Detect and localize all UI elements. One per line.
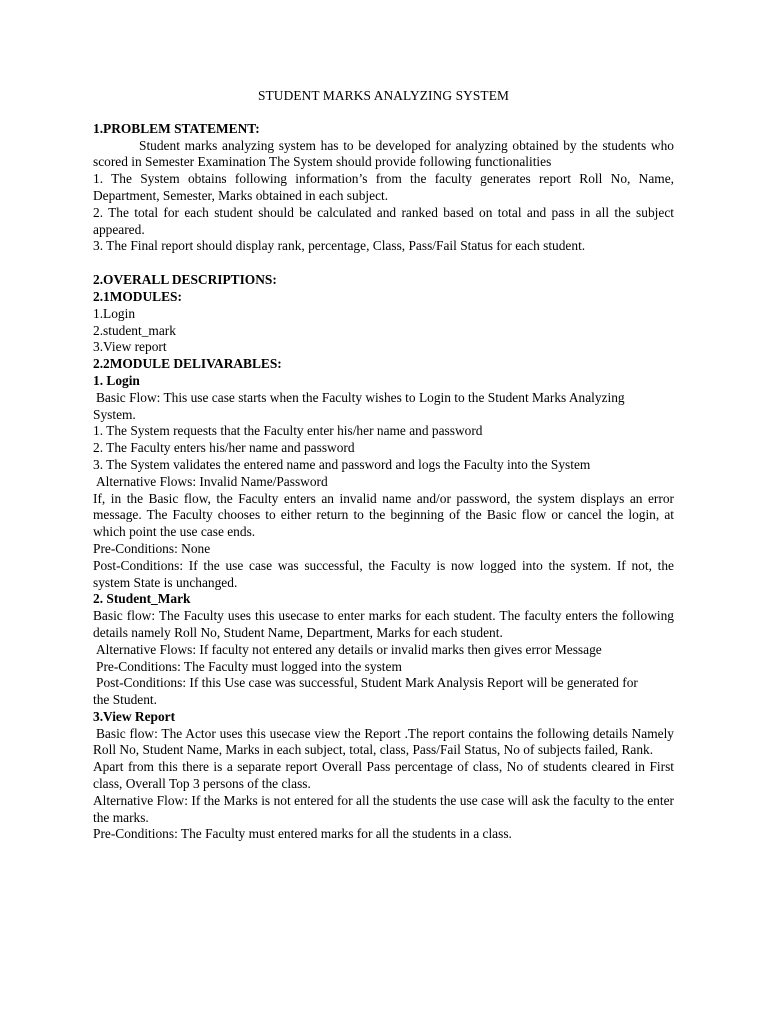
document-title: STUDENT MARKS ANALYZING SYSTEM [257, 88, 509, 103]
module-item-view-report: 3.View report [93, 339, 167, 355]
student-mark-heading: 2. Student_Mark [93, 591, 191, 607]
module-deliverables-heading: 2.2MODULE DELIVARABLES: [93, 356, 282, 372]
login-alt-text: If, in the Basic flow, the Faculty enters an invalid name and/or password, the system displays an error message. The Faculty chooses to either return to the beginning of the Basic flow or cancel the login, at which point the use case ends. [93, 490, 674, 540]
problem-item-1: 1. The System obtains following information’s from the faculty generates report Roll No, Name, Department, Semester, Marks obtained in each subject. [93, 171, 674, 203]
view-report-basic-flow: Basic flow: The Actor uses this usecase view the Report .The report contains the following details Namely Roll No, Student Name, Marks in each subject, total, class, Pass/Fail Status, No of subjects failed, Rank. [93, 725, 674, 758]
student-mark-pre-conditions: Pre-Conditions: The Faculty must logged into the system [96, 658, 402, 674]
login-step-2: 2. The Faculty enters his/her name and password [93, 440, 355, 456]
overall-descriptions-heading: 2.OVERALL DESCRIPTIONS: [93, 272, 277, 288]
student-mark-alt-flows: Alternative Flows: If faculty not entered any details or invalid marks then gives error Message [96, 641, 602, 657]
login-pre-conditions: Pre-Conditions: None [93, 540, 211, 556]
module-item-login: 1.Login [93, 305, 136, 321]
document-page [93, 88, 674, 843]
login-basic-flow: Basic Flow: This use case starts when the Faculty wishes to Login to the Student Marks Analyzing [96, 389, 625, 405]
view-report-alt-flow: Alternative Flow: If the Marks is not entered for all the students the use case will ask the faculty to the enter the marks. [93, 792, 674, 825]
login-step-3: 3. The System validates the entered name and password and logs the Faculty into the System [93, 456, 591, 472]
login-step-1: 1. The System requests that the Faculty enter his/her name and password [93, 423, 483, 439]
student-mark-post-conditions-cont: the Student. [93, 692, 157, 708]
student-mark-post-conditions: Post-Conditions: If this Use case was successful, Student Mark Analysis Report will be generated for [96, 675, 638, 691]
module-item-student-mark: 2.student_mark [93, 322, 176, 338]
problem-statement-intro: Student marks analyzing system has to be developed for analyzing obtained by the students who scored in Semester Examination The System should provide following functionalities [93, 137, 674, 170]
login-post-conditions: Post-Conditions: If the use case was successful, the Faculty is now logged into the system. If not, the system State is unchanged. [93, 557, 674, 590]
modules-heading: 2.1MODULES: [93, 288, 182, 304]
problem-item-2: 2. The total for each student should be calculated and ranked based on total and pass in all the subject appeared. [93, 204, 674, 237]
login-basic-flow-cont: System. [93, 406, 136, 422]
student-mark-basic-flow: Basic flow: The Faculty uses this usecase to enter marks for each student. The faculty enters the following details namely Roll No, Student Name, Department, Marks for each student. [93, 608, 674, 640]
login-alt-flows: Alternative Flows: Invalid Name/Password [96, 473, 328, 489]
problem-statement-heading: 1.PROBLEM STATEMENT: [93, 120, 260, 136]
view-report-heading: 3.View Report [93, 708, 176, 724]
problem-item-3: 3. The Final report should display rank, percentage, Class, Pass/Fail Status for each student. [93, 238, 586, 254]
login-heading: 1. Login [93, 372, 140, 388]
view-report-pre-conditions: Pre-Conditions: The Faculty must entered marks for all the students in a class. [93, 826, 512, 842]
view-report-separate-report: Apart from this there is a separate report Overall Pass percentage of class, No of students cleared in First class, Overall Top 3 persons of the class. [93, 759, 674, 792]
